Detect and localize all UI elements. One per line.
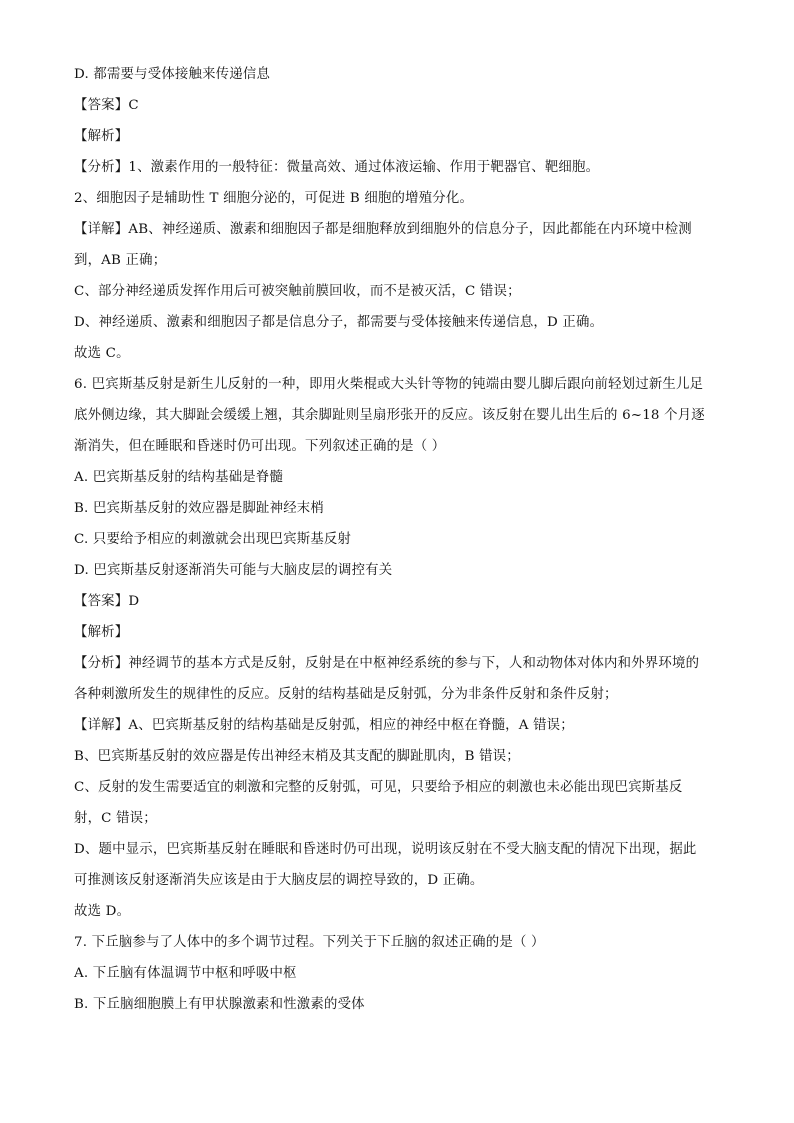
detail-text: D、题中显示，巴宾斯基反射在睡眠和昏迷时仍可出现，说明该反射在不受大脑支配的情况下出现，据此 bbox=[74, 842, 697, 857]
option-b-q7: B. 下丘脑细胞膜上有甲状腺激素和性激素的受体 bbox=[74, 997, 365, 1012]
option-a-q7: A. 下丘脑有体温调节中枢和呼吸中枢 bbox=[74, 966, 297, 981]
question-6-stem: 6. 巴宾斯基反射是新生儿反射的一种，即用火柴棍或大头针等物的钝端由婴儿脚后跟向前轻划过新生儿足 bbox=[74, 377, 704, 392]
detail-text: C、部分神经递质发挥作用后可被突触前膜回收，而不是被灭活，C 错误； bbox=[74, 284, 521, 299]
question-6-stem: 渐消失，但在睡眠和昏迷时仍可出现。下列叙述正确的是（ ） bbox=[74, 439, 446, 454]
detail-text: C、反射的发生需要适宜的刺激和完整的反射弧，可见，只要给予相应的刺激也未必能出现巴宾斯基反 bbox=[74, 780, 683, 795]
analysis-text: 各种刺激所发生的规律性的反应。反射的结构基础是反射弧，分为非条件反射和条件反射； bbox=[74, 687, 618, 702]
analysis-text: 【分析】神经调节的基本方式是反射，反射是在中枢神经系统的参与下，人和动物体对体内和外界环境的 bbox=[74, 656, 700, 671]
option-d-q6: D. 巴宾斯基反射逐渐消失可能与大脑皮层的调控有关 bbox=[74, 563, 393, 578]
answer-q5: 【答案】C bbox=[74, 98, 139, 113]
question-6-stem: 底外侧边缘，其大脚趾会缓缓上翘，其余脚趾则呈扇形张开的反应。该反射在婴儿出生后的 6~18 个月逐 bbox=[74, 408, 705, 423]
analysis-heading-q6: 【解析】 bbox=[74, 625, 129, 640]
answer-q6: 【答案】D bbox=[74, 594, 140, 609]
option-a-q6: A. 巴宾斯基反射的结构基础是脊髓 bbox=[74, 470, 284, 485]
detail-text: B、巴宾斯基反射的效应器是传出神经末梢及其支配的脚趾肌肉，B 错误； bbox=[74, 749, 520, 764]
detail-text: 可推测该反射逐渐消失应该是由于大脑皮层的调控导致的，D 正确。 bbox=[74, 873, 484, 888]
analysis-text: 2、细胞因子是辅助性 T 细胞分泌的，可促进 B 细胞的增殖分化。 bbox=[74, 191, 474, 206]
option-d-q5: D. 都需要与受体接触来传递信息 bbox=[74, 67, 271, 82]
question-7-stem: 7. 下丘脑参与了人体中的多个调节过程。下列关于下丘脑的叙述正确的是（ ） bbox=[74, 935, 545, 950]
option-b-q6: B. 巴宾斯基反射的效应器是脚趾神经末梢 bbox=[74, 501, 324, 516]
detail-text: 【详解】AB、神经递质、激素和细胞因子都是细胞释放到细胞外的信息分子，因此都能在内环境中检测 bbox=[74, 222, 692, 237]
conclusion-q5: 故选 C。 bbox=[74, 346, 130, 361]
analysis-heading-q5: 【解析】 bbox=[74, 129, 129, 144]
analysis-text: 【分析】1、激素作用的一般特征：微量高效、通过体液运输、作用于靶器官、靶细胞。 bbox=[74, 160, 600, 175]
detail-text: 到，AB 正确； bbox=[74, 253, 167, 268]
conclusion-q6: 故选 D。 bbox=[74, 904, 131, 919]
detail-text: 【详解】A、巴宾斯基反射的结构基础是反射弧，相应的神经中枢在脊髓，A 错误； bbox=[74, 718, 574, 733]
detail-text: 射，C 错误； bbox=[74, 811, 157, 826]
option-c-q6: C. 只要给予相应的刺激就会出现巴宾斯基反射 bbox=[74, 532, 352, 547]
detail-text: D、神经递质、激素和细胞因子都是信息分子，都需要与受体接触来传递信息，D 正确。 bbox=[74, 315, 604, 330]
